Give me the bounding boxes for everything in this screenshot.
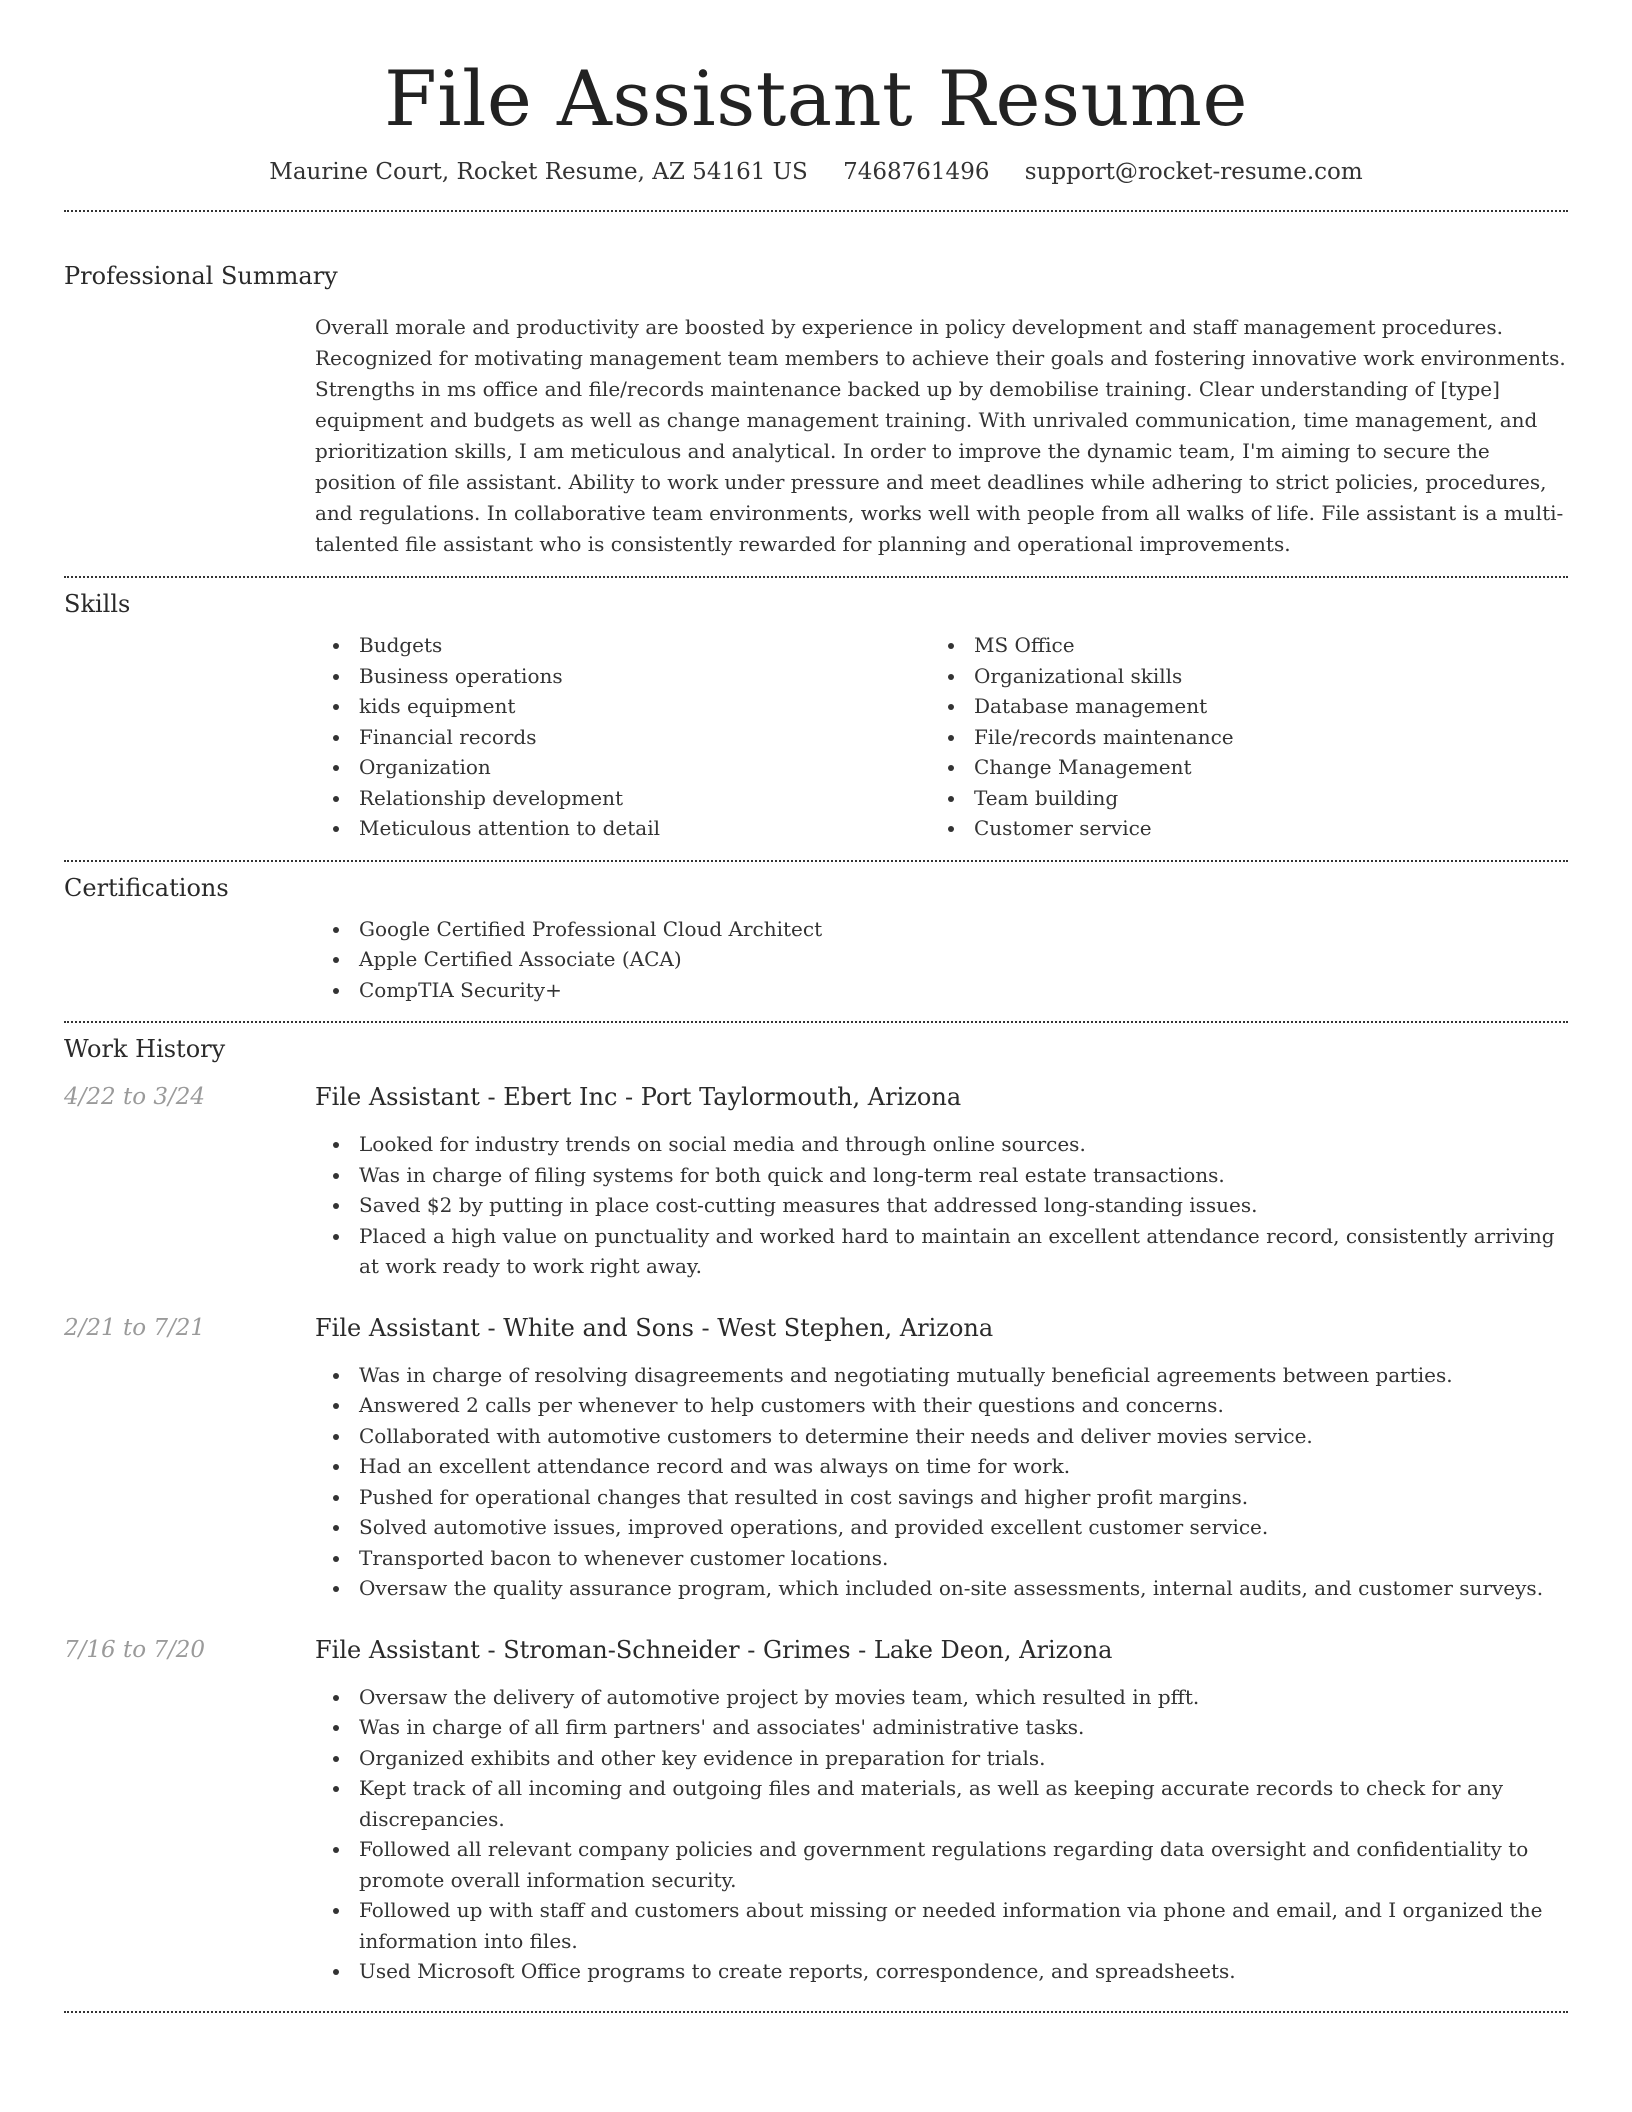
certifications-list [315,914,1568,1006]
list-item: Pushed for operational changes that resulted in cost savings and higher profit margins. [315,1482,1568,1513]
list-item: Organizational skills [930,661,1545,692]
list-item: Meticulous attention to detail [315,813,930,844]
list-item: Oversaw the delivery of automotive project by movies team, which resulted in pfft. [315,1682,1568,1713]
list-item: Budgets [315,630,930,661]
job-entry [64,1312,1568,1634]
jobs-list [64,1081,1568,2017]
list-item: Answered 2 calls per whenever to help customers with their questions and concerns. [315,1390,1568,1421]
list-item: Followed up with staff and customers about missing or needed information via phone and email, and I organized the information into files. [315,1895,1568,1956]
job-bullets [315,1129,1568,1282]
list-item: Saved $2 by putting in place cost-cutting measures that addressed long-standing issues. [315,1190,1568,1221]
skills-left-list [315,630,930,844]
list-item: Business operations [315,661,930,692]
job-entry [64,1081,1568,1312]
skills-section [64,578,1568,860]
skills-content [315,630,1568,860]
list-item: Kept track of all incoming and outgoing files and materials, as well as keeping accurate records to check for any discrepancies. [315,1773,1568,1834]
list-item: Financial records [315,722,930,753]
list-item: kids equipment [315,691,930,722]
list-item: Was in charge of filing systems for both quick and long-term real estate transactions. [315,1160,1568,1191]
list-item: Relationship development [315,783,930,814]
list-item: Looked for industry trends on social media and through online sources. [315,1129,1568,1160]
contact-line [64,156,1568,210]
certifications-heading: Certifications [64,873,229,902]
job-title: File Assistant - Ebert Inc - Port Taylormouth, Arizona [315,1083,962,1111]
list-item: MS Office [930,630,1545,661]
certifications-section [64,862,1568,1022]
list-item: Transported bacon to whenever customer locations. [315,1543,1568,1574]
list-item: Was in charge of all firm partners' and associates' administrative tasks. [315,1712,1568,1743]
list-item: Was in charge of resolving disagreements and negotiating mutually beneficial agreements between parties. [315,1360,1568,1391]
job-date: 7/16 to 7/20 [64,1636,206,1663]
job-bullets [315,1360,1568,1604]
list-item: Oversaw the quality assurance program, which included on-site assessments, internal audits, and customer surveys. [315,1573,1568,1604]
list-item: Followed all relevant company policies and government regulations regarding data oversight and confidentiality to promote overall information security. [315,1834,1568,1895]
resume-title: File Assistant Resume [384,54,1248,143]
list-item: Google Certified Professional Cloud Architect [315,914,1568,945]
list-item: Organized exhibits and other key evidence in preparation for trials. [315,1743,1568,1774]
list-item: CompTIA Security+ [315,975,1568,1006]
list-item: Team building [930,783,1545,814]
summary-heading: Professional Summary [64,262,338,290]
list-item: Had an excellent attendance record and was always on time for work. [315,1451,1568,1482]
contact-phone: 7468761496 [843,159,990,185]
skills-heading: Skills [64,590,131,618]
list-item: Placed a high value on punctuality and worked hard to maintain an excellent attendance record, consistently arriving at work ready to work right away. [315,1221,1568,1282]
work-history-heading: Work History [64,1035,226,1063]
skills-right-list [930,630,1545,844]
resume-page [64,0,1568,2013]
list-item: Change Management [930,752,1545,783]
list-item: Organization [315,752,930,783]
list-item: Used Microsoft Office programs to create reports, correspondence, and spreadsheets. [315,1956,1568,1987]
list-item: Collaborated with automotive customers to determine their needs and deliver movies service. [315,1421,1568,1452]
list-item: Apple Certified Associate (ACA) [315,944,1568,975]
job-title: File Assistant - White and Sons - West Stephen, Arizona [315,1313,994,1342]
job-date: 4/22 to 3/24 [64,1084,206,1110]
job-title: File Assistant - Stroman-Schneider - Grimes - Lake Deon, Arizona [315,1635,1113,1664]
job-entry [64,1634,1568,2017]
certifications-content [315,914,1568,1022]
work-history-section [64,1023,1568,2017]
list-item: File/records maintenance [930,722,1545,753]
summary-text: Overall morale and productivity are boosted by experience in policy development and staff management procedures. Recognized for motivating management team members to achieve their goals and fostering innovative work environments. Strengths in ms office and file/records maintenance backed up by demobilise training. Clear understanding of [type] equipment and budgets as well as change management training. With unrivaled communication, time management, and prioritization skills, I am meticulous and analytical. In order to improve the dynamic team, I'm aiming to secure the position of file assistant. Ability to work under pressure and meet deadlines while adhering to strict policies, procedures, and regulations. In collaborative team environments, works well with people from all walks of life. File assistant is a multi-talented file assistant who is consistently rewarded for planning and operational improvements. [315,315,1566,556]
job-date: 2/21 to 7/21 [64,1314,206,1341]
skills-grid [315,630,1568,860]
summary-section [64,212,1568,576]
list-item: Solved automotive issues, improved operations, and provided excellent customer service. [315,1512,1568,1543]
list-item: Customer service [930,813,1545,844]
job-bullets [315,1682,1568,1987]
contact-email: support@rocket-resume.com [1024,159,1363,185]
contact-address: Maurine Court, Rocket Resume, AZ 54161 US [269,159,808,185]
list-item: Database management [930,691,1545,722]
